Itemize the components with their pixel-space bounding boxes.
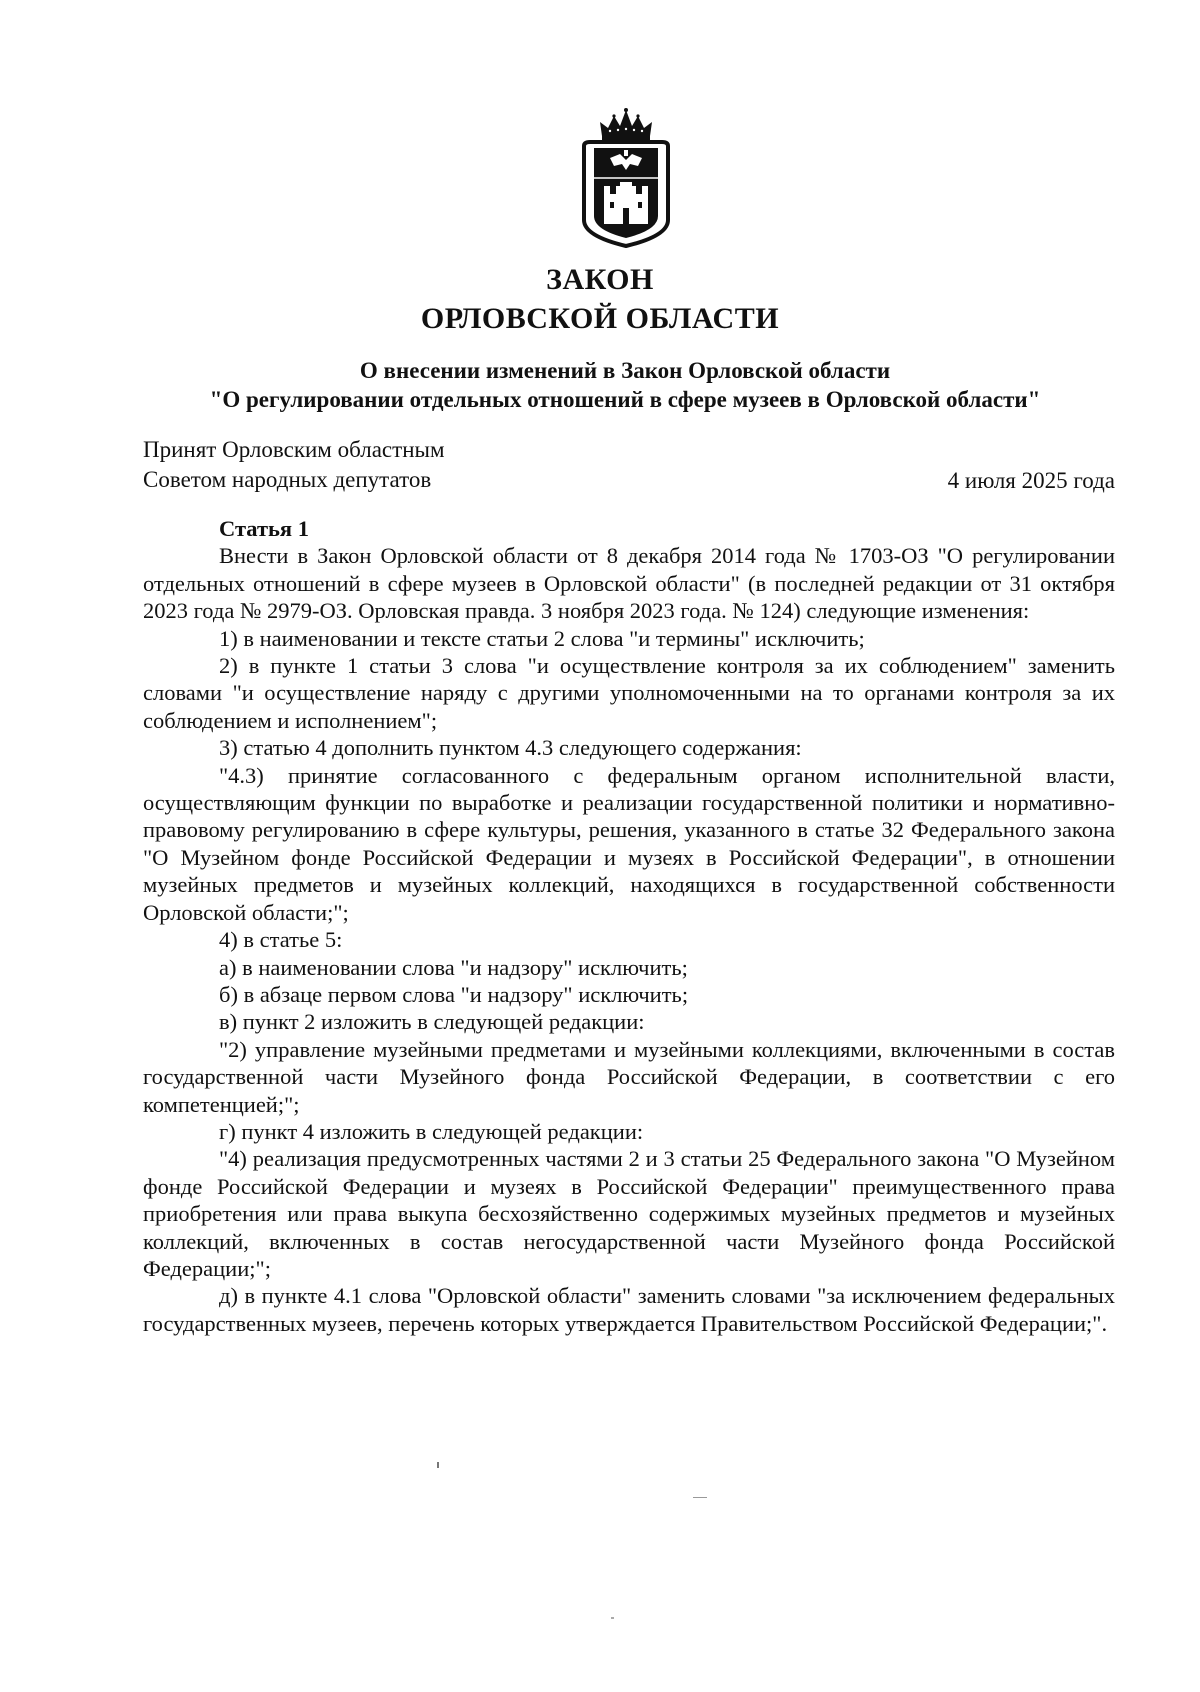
coat-of-arms-icon bbox=[570, 108, 682, 248]
amendment-item-1: 1) в наименовании и тексте статьи 2 слова "и термины" исключить; bbox=[219, 625, 865, 651]
adoption-line-1: Принят Орловским областным bbox=[143, 437, 445, 462]
adoption-block bbox=[143, 435, 445, 495]
law-subtitle-line-1: О внесении изменений в Закон Орловской области bbox=[359, 358, 891, 383]
amendment-item-4g: г) пункт 4 изложить в следующей редакции: bbox=[219, 1118, 644, 1144]
amendment-item-4a: а) в наименовании слова "и надзору" исключить; bbox=[219, 954, 688, 980]
article-body bbox=[143, 515, 1115, 1337]
adoption-date: 4 июля 2025 года bbox=[947, 468, 1115, 493]
scan-speck bbox=[437, 1462, 439, 1468]
amendment-item-3-quote: "4.3) принятие согласованного с федеральным органом исполнительной власти, осуществляющим функции по выработке и реализации государственной политики и нормативно-правовому регулированию в сфере культуры, решения, указанного в статье 32 Федерального закона "О Музейном фонде Российской Федерации и музеях в Российской Федерации", в отношении музейных предметов и музейных коллекций, находящихся в государственной собственности Орловской области;"; bbox=[143, 762, 1115, 925]
amendment-item-4d: д) в пункте 4.1 слова "Орловской области" заменить словами "за исключением федеральных государственных музеев, перечень которых утверждается Правительством Российской Федерации;". bbox=[143, 1283, 1115, 1336]
amendment-item-4v: в) пункт 2 изложить в следующей редакции: bbox=[219, 1009, 645, 1035]
amendment-item-4g-quote: "4) реализация предусмотренных частями 2 и 3 статьи 25 Федерального закона "О Музейном фонде Российской Федерации и музеях в Российской Федерации" преимущественного права приобретения или права выкупа бесхозяйственно содержимых музейных предметов и музейных коллекций, включенных в состав негосударственной части Музейного фонда Российской Федерации;"; bbox=[143, 1146, 1115, 1281]
amendment-item-4b: б) в абзаце первом слова "и надзору" исключить; bbox=[219, 981, 689, 1007]
adoption-line-2: Советом народных депутатов bbox=[143, 467, 432, 492]
article-intro: Внести в Закон Орловской области от 8 декабря 2014 года № 1703-ОЗ "О регулировании отдельных отношений в сфере музеев в Орловской области" (в последней редакции от 31 октября 2023 года № 2979-ОЗ. Орловская правда. 3 ноября 2023 года. № 124) следующие изменения: bbox=[143, 543, 1115, 624]
law-subtitle-line-2: "О регулировании отдельных отношений в сфере музеев в Орловской области" bbox=[209, 387, 1041, 412]
scan-speck bbox=[693, 1497, 707, 1498]
amendment-item-4v-quote: "2) управление музейными предметами и музейными коллекциями, включенными в состав государственной части Музейного фонда Российской Федерации, в соответствии с его компетенцией;"; bbox=[143, 1036, 1115, 1117]
amendment-item-3: 3) статью 4 дополнить пунктом 4.3 следующего содержания: bbox=[219, 735, 802, 761]
article-title: Статья 1 bbox=[219, 516, 309, 541]
document-type-title: ЗАКОН bbox=[546, 263, 654, 296]
amendment-item-2: 2) в пункте 1 статьи 3 слова "и осуществление контроля за их соблюдением" заменить словами "и осуществление наряду с другими уполномоченными на то органами контроля за их соблюдением и исполнением"; bbox=[143, 653, 1115, 733]
amendment-item-4: 4) в статье 5: bbox=[219, 927, 343, 953]
region-title: ОРЛОВСКОЙ ОБЛАСТИ bbox=[420, 302, 780, 335]
scan-speck bbox=[611, 1617, 614, 1619]
